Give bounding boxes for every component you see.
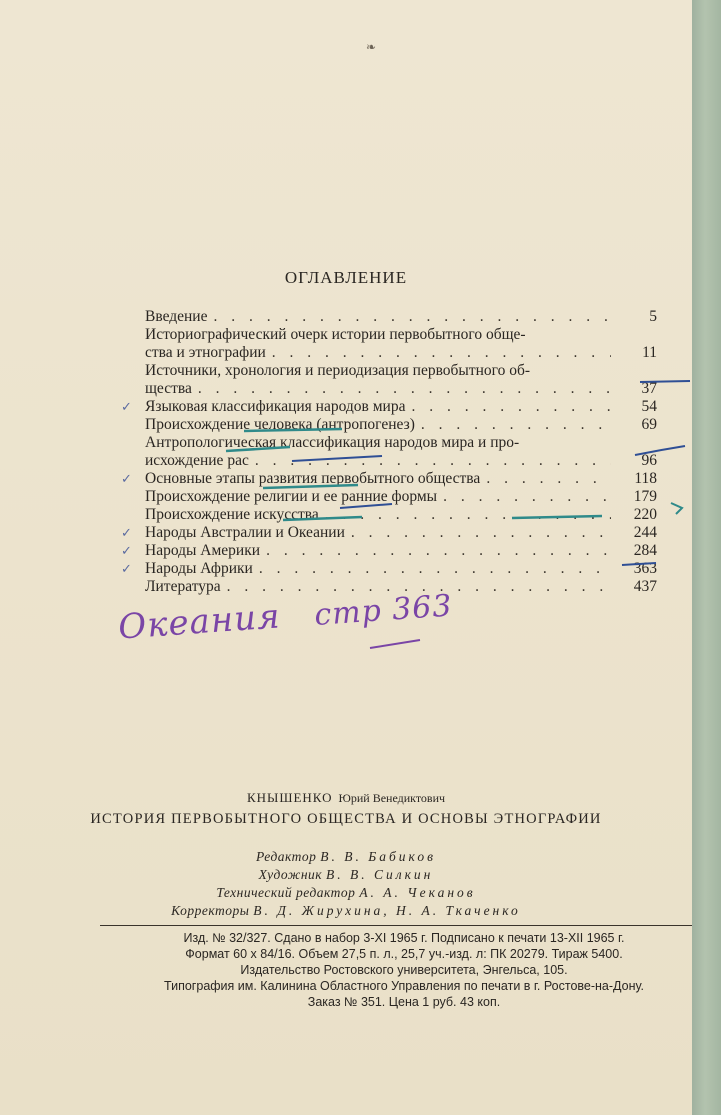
handwritten-word: Океания bbox=[117, 596, 282, 648]
credit-line bbox=[0, 848, 692, 866]
toc-entry bbox=[145, 488, 657, 506]
toc-entry-title-line1: Историографический очерк истории первобытного обще- bbox=[145, 326, 526, 343]
toc-entry-page: 37 bbox=[641, 380, 657, 397]
toc-entry-title: щества bbox=[145, 380, 192, 397]
toc-entry-page: 96 bbox=[641, 452, 657, 469]
toc-entry-page: 5 bbox=[649, 308, 657, 325]
imprint-line: Типография им. Калинина Областного Управления по печати в г. Ростове-на-Дону. bbox=[164, 979, 644, 993]
credit-role: Технический редактор bbox=[216, 885, 356, 900]
page-mark: ❧ bbox=[366, 40, 377, 54]
toc-entry-title: Происхождение искусства bbox=[145, 506, 319, 523]
credit-name: В. В. Силкин bbox=[325, 867, 434, 882]
credit-role: Художник bbox=[258, 867, 323, 882]
pen-tick-mark: ✓ bbox=[121, 543, 132, 558]
credits bbox=[0, 848, 692, 920]
toc-entry-page: 363 bbox=[633, 560, 657, 577]
toc-entry bbox=[145, 308, 657, 326]
toc-title: ОГЛАВЛЕНИЕ bbox=[284, 268, 408, 287]
pen-tick-mark: ✓ bbox=[121, 471, 132, 486]
pen-tick-mark: ✓ bbox=[121, 399, 132, 414]
toc-entry-page: 437 bbox=[633, 578, 657, 595]
toc-entry bbox=[145, 416, 657, 434]
handwritten-page-ref: стр 363 bbox=[313, 588, 454, 633]
toc-entry-title: ства и этнографии bbox=[145, 344, 266, 361]
toc-entry-page: 118 bbox=[634, 470, 657, 487]
imprint bbox=[100, 930, 708, 1010]
book-title: ИСТОРИЯ ПЕРВОБЫТНОГО ОБЩЕСТВА И ОСНОВЫ ЭТНОГРАФИИ bbox=[90, 811, 602, 827]
credit-line bbox=[0, 866, 692, 884]
toc-entry bbox=[121, 398, 657, 416]
toc-entry bbox=[145, 362, 657, 398]
toc-entry-title-line1: Источники, хронология и периодизация первобытного об- bbox=[145, 362, 531, 379]
toc-entry-title: Народы Африки bbox=[145, 560, 253, 577]
toc-entry-title: исхождение рас bbox=[145, 452, 249, 469]
credit-name: В. В. Бабиков bbox=[320, 849, 436, 864]
toc-entry bbox=[145, 434, 657, 470]
credit-name: В. Д. Жирухина, Н. А. Ткаченко bbox=[253, 903, 521, 918]
toc-entry-title-line1: Антропологическая классификация народов мира и про- bbox=[145, 434, 520, 451]
author-given-name: Юрий Венедиктович bbox=[338, 791, 446, 805]
toc-entry bbox=[145, 326, 657, 362]
imprint-line: Издательство Ростовского университета, Энгельса, 105. bbox=[240, 963, 568, 977]
toc-entry bbox=[121, 470, 657, 488]
imprint-line: Заказ № 351. Цена 1 руб. 43 коп. bbox=[307, 995, 501, 1009]
credit-line bbox=[0, 884, 692, 902]
book-cover-edge bbox=[692, 0, 721, 1115]
credit-name: А. А. Чеканов bbox=[359, 885, 476, 900]
toc-entry bbox=[145, 506, 657, 524]
toc-entry bbox=[121, 524, 657, 542]
toc-entry bbox=[121, 560, 657, 578]
toc-entry-page: 220 bbox=[633, 506, 657, 523]
toc-entry bbox=[121, 542, 657, 560]
pen-tick-mark: ✓ bbox=[121, 525, 132, 540]
toc-entry-title: Народы Австралии и Океании bbox=[145, 524, 345, 541]
toc-entry-title: Литература bbox=[145, 578, 221, 595]
pen-tick-mark: ✓ bbox=[121, 561, 132, 576]
author-name bbox=[0, 790, 692, 806]
toc-entry-page: 284 bbox=[633, 542, 657, 559]
toc-entry-title: Народы Америки bbox=[145, 542, 261, 559]
imprint-line: Изд. № 32/327. Сдано в набор 3-XI 1965 г. Подписано к печати 13-XII 1965 г. bbox=[183, 931, 625, 945]
toc-entry-title: Происхождение человека (антропогенез) bbox=[145, 416, 415, 433]
imprint-line: Формат 60 х 84/16. Объем 27,5 п. л., 25,7 уч.-изд. л: ПК 20279. Тираж 5400. bbox=[185, 947, 623, 961]
toc-entry-page: 179 bbox=[633, 488, 657, 505]
credit-role: Редактор bbox=[256, 849, 317, 864]
toc-entry-page: 11 bbox=[642, 344, 657, 361]
toc-entry-page: 69 bbox=[641, 416, 657, 433]
toc-entry-page: 244 bbox=[633, 524, 657, 541]
toc-entry-title: Введение bbox=[145, 308, 208, 325]
toc-entry-title: Основные этапы развития первобытного общества bbox=[145, 470, 481, 487]
credit-line bbox=[0, 902, 692, 920]
table-of-contents bbox=[121, 308, 657, 596]
credit-role: Корректоры bbox=[171, 903, 250, 918]
author-surname: КНЫШЕНКО bbox=[246, 790, 333, 805]
toc-entry-title: Происхождение религии и ее ранние формы bbox=[145, 488, 438, 505]
toc-entry-title: Языковая классификация народов мира bbox=[145, 398, 406, 415]
toc-entry-page: 54 bbox=[641, 398, 657, 415]
divider bbox=[100, 925, 705, 926]
